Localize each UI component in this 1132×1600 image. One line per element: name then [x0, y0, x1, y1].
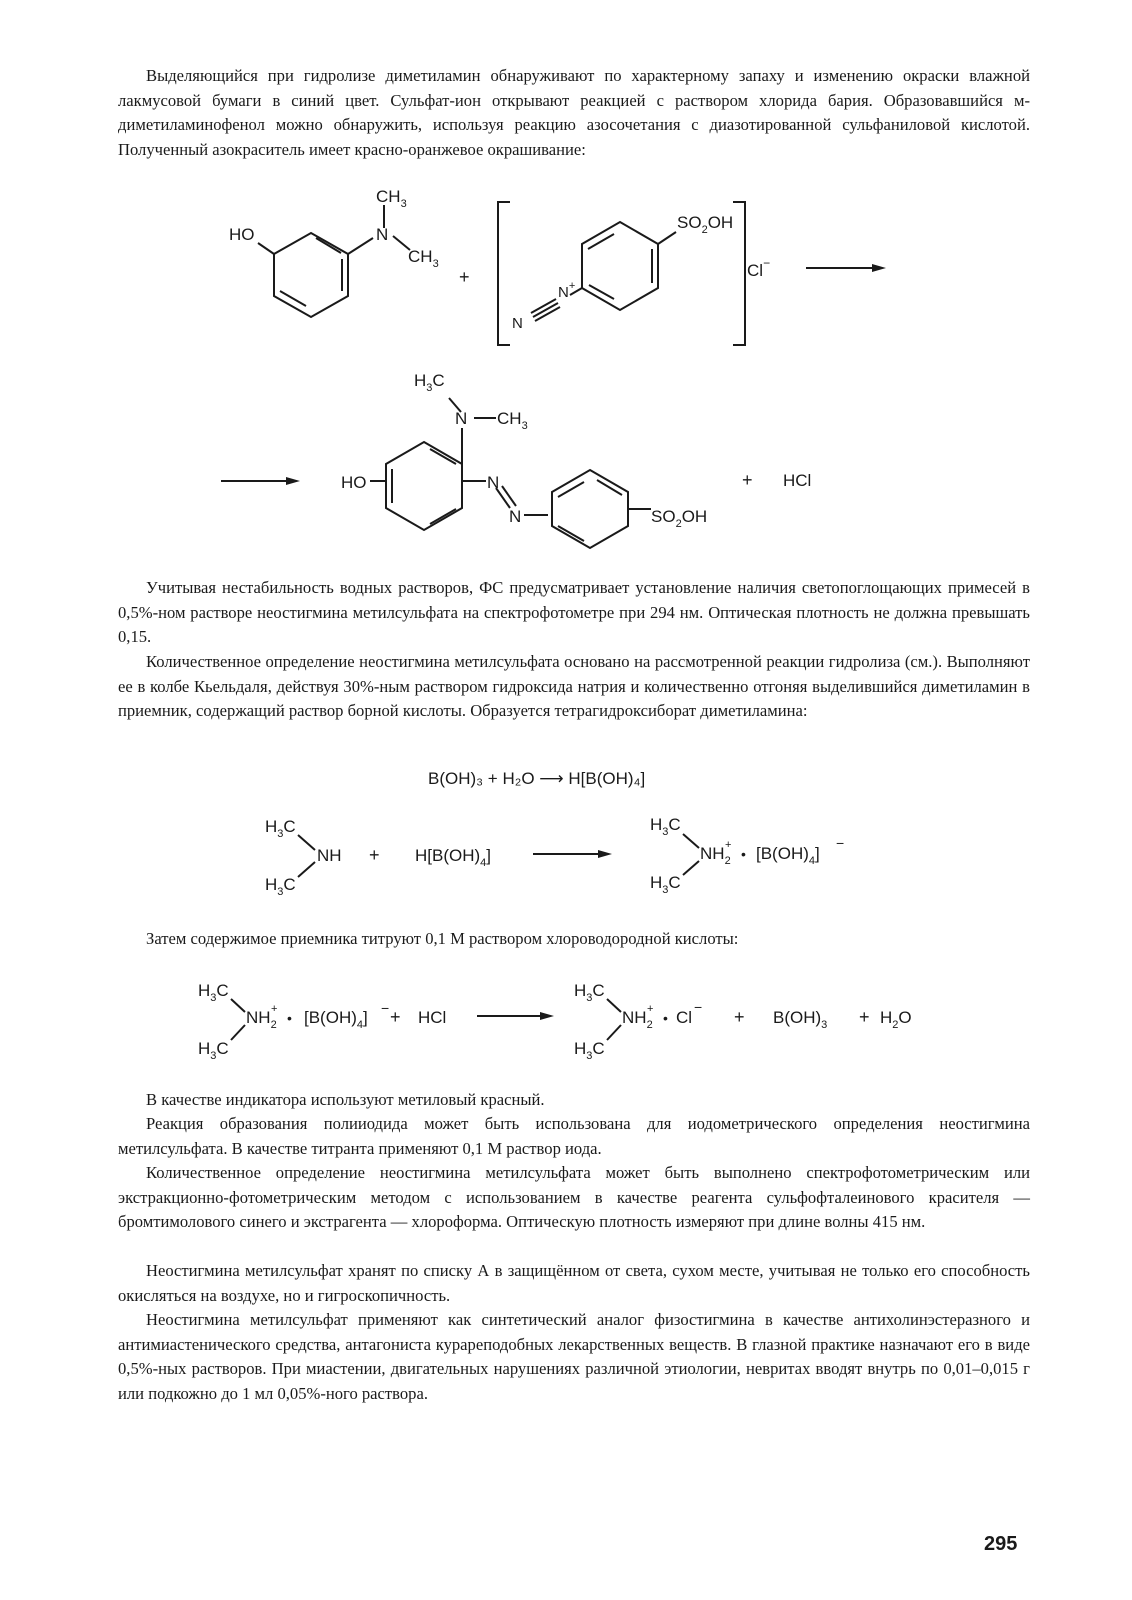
reaction-arrow-1-head — [872, 264, 886, 272]
reaction-arrow-2-head — [286, 477, 300, 485]
phenol-ho-label: HO — [229, 225, 255, 244]
paragraph-storage: Неостигмина метилсульфат хранят по списку А в защищённом от света, сухом месте, учитывая не только его способность окисляться на воздухе, но и гигроскопичность. — [118, 1261, 1030, 1305]
svg-text:−: − — [836, 835, 845, 851]
svg-text:NH2: $NH_2$ — [246, 1008, 277, 1031]
diazonium-n-terminal: N — [512, 315, 523, 332]
paragraph-stability: Учитывая нестабильность водных растворов, ФС предусматривает установление наличия светопоглощающих примесей в 0,5%-ном растворе неостигмина метилсульфата на спектрофотометре при 294 нм. Оптическая плотность не должна превышать 0,15. — [118, 578, 1030, 647]
paragraph-hydrolysis: Выделяющийся при гидролизе диметиламин обнаруживают по характерному запаху и изменению окраски влажной лакмусовой бумаги в синий цвет. Сульфат-ион открывают реакцией с раствором хлорида бария. Образовавшийся м-диметиламинофенол можно обнаружить, используя реакцию азосочетания с диазотированной сульфаниловой кислотой. Полученный азокраситель имеет красно-оранжевое окрашивание: — [118, 66, 1030, 159]
svg-text:Cl: Cl — [676, 1008, 693, 1027]
azo-right-ring — [552, 470, 651, 548]
borate-anion: $[B(OH)_4]$ — [756, 844, 820, 867]
svg-text:+: + — [725, 839, 732, 851]
phenol-n-label: N — [376, 225, 389, 244]
svg-text:H3C: $H_3C$ — [650, 873, 681, 896]
paragraph-application: Неостигмина метилсульфат применяют как синтетический аналог физостигмина в качестве антихолинэстеразного и антимиастенического средства, антагониста курареподобных лекарственных веществ. В глазной практике назначают его в виде 0,5%-ных растворов. При миастении, двигательных нарушениях различной этиологии, невритах вводят внутрь по 0,01–0,015 г или подкожно до 1 мл 0,05%-ного раствора. — [118, 1310, 1030, 1403]
paragraph-spectrophotometry: Количественное определение неостигмина метилсульфата может быть выполнено спектрофотометрическим или экстракционно-фотометрическим методом с использованием в качестве реагента сульфофталеинового красителя — бромтимолового синего и экстрагента — хлороформа. Оптическую плотность измеряют при длине волны 415 нм. — [118, 1163, 1030, 1232]
svg-text:NH2: $NH_2$ — [622, 1008, 653, 1031]
svg-text:+: + — [859, 1007, 870, 1027]
chloride-label: Cl− — [747, 256, 771, 280]
svg-text:H3C: $H_3C$ — [574, 981, 605, 1004]
azo-n1-label: N — [487, 473, 500, 492]
diazonium-ring — [531, 222, 676, 321]
tetrahydroxyboric-acid: $H[B(OH)_4]$ — [415, 846, 492, 869]
svg-text:+: + — [647, 1003, 654, 1015]
azo-n2-label: N — [509, 507, 522, 526]
hcl-product-label: HCl — [783, 471, 812, 490]
svg-text:[B(OH)4]: $[B(OH)_4]$ — [304, 1008, 368, 1031]
paragraph-quantitative-hydrolysis: Количественное определение неостигмина метилсульфата основано на рассмотренной реакции гидролиза (см.). Выполняют ее в колбе Кьельдаля, действуя 30%-ным раствором гидроксида натрия и количественно отгоняя выделившийся диметиламин в приемник, содержащий раствор борной кислоты. Образуется тетрагидроксиборат диметиламина: — [118, 652, 1030, 721]
svg-text:H3C: $H_3C$ — [265, 875, 296, 898]
svg-text:B(OH)3: $B(OH)_3$ — [773, 1008, 828, 1031]
dimethylamine-borate-equation — [265, 815, 844, 898]
svg-text:+: + — [271, 1003, 278, 1015]
diazonium-n-plus: N+ — [558, 280, 576, 301]
svg-text:+: + — [734, 1007, 745, 1027]
plus-sign-2: + — [742, 470, 753, 490]
azo-so2oh-label: $SO_2OH$ — [651, 507, 708, 530]
phenol-ch3-top: $CH_3$ — [376, 187, 407, 210]
paragraph-indicator: В качестве индикатора используют метиловый красный. — [146, 1090, 545, 1109]
paragraph-titration: Затем содержимое приемника титруют 0,1 М раствором хлороводородной кислоты: — [146, 929, 739, 948]
svg-text:•: • — [663, 1010, 668, 1026]
azo-ch3-label: $CH_3$ — [497, 409, 528, 432]
svg-text:−: − — [381, 1000, 390, 1016]
titration-equation — [198, 981, 912, 1062]
boric-acid-equation: B(OH)₃ + H₂O ⟶ H[B(OH)₄] — [428, 769, 646, 788]
svg-text:+: + — [390, 1007, 401, 1027]
svg-text:−: − — [694, 999, 703, 1015]
dimethylammonium: $NH_2$ — [700, 844, 731, 867]
phenol-ch3-right: $CH_3$ — [408, 247, 439, 270]
page-number: 295 — [984, 1533, 1018, 1555]
azo-ho-label: HO — [341, 473, 367, 492]
plus-sign-1: + — [459, 267, 470, 287]
svg-text:H3C: $H_3C$ — [198, 1039, 229, 1062]
svg-text:HCl: HCl — [418, 1008, 447, 1027]
dimethylamine-nh: NH — [317, 846, 342, 865]
azo-h3c-label: $H_3C$ — [414, 371, 445, 394]
svg-text:H2O: $H_2O$ — [880, 1008, 912, 1031]
plus-sign-3: + — [369, 845, 380, 865]
phenol-ring — [258, 205, 410, 317]
azo-n-label: N — [455, 409, 468, 428]
svg-text:H3C: $H_3C$ — [574, 1039, 605, 1062]
paragraph-iodometry: Реакция образования полииодида может быть использована для иодометрического определения неостигмина метилсульфата. В качестве титранта применяют 0,1 М раствор иода. — [118, 1114, 1030, 1158]
svg-text:•: • — [741, 846, 746, 862]
svg-text:H3C: $H_3C$ — [198, 981, 229, 1004]
svg-text:•: • — [287, 1010, 292, 1026]
svg-text:H3C: $H_3C$ — [650, 815, 681, 838]
svg-text:H3C: $H_3C$ — [265, 817, 296, 840]
diazonium-so2oh: $SO_2OH$ — [677, 213, 734, 236]
